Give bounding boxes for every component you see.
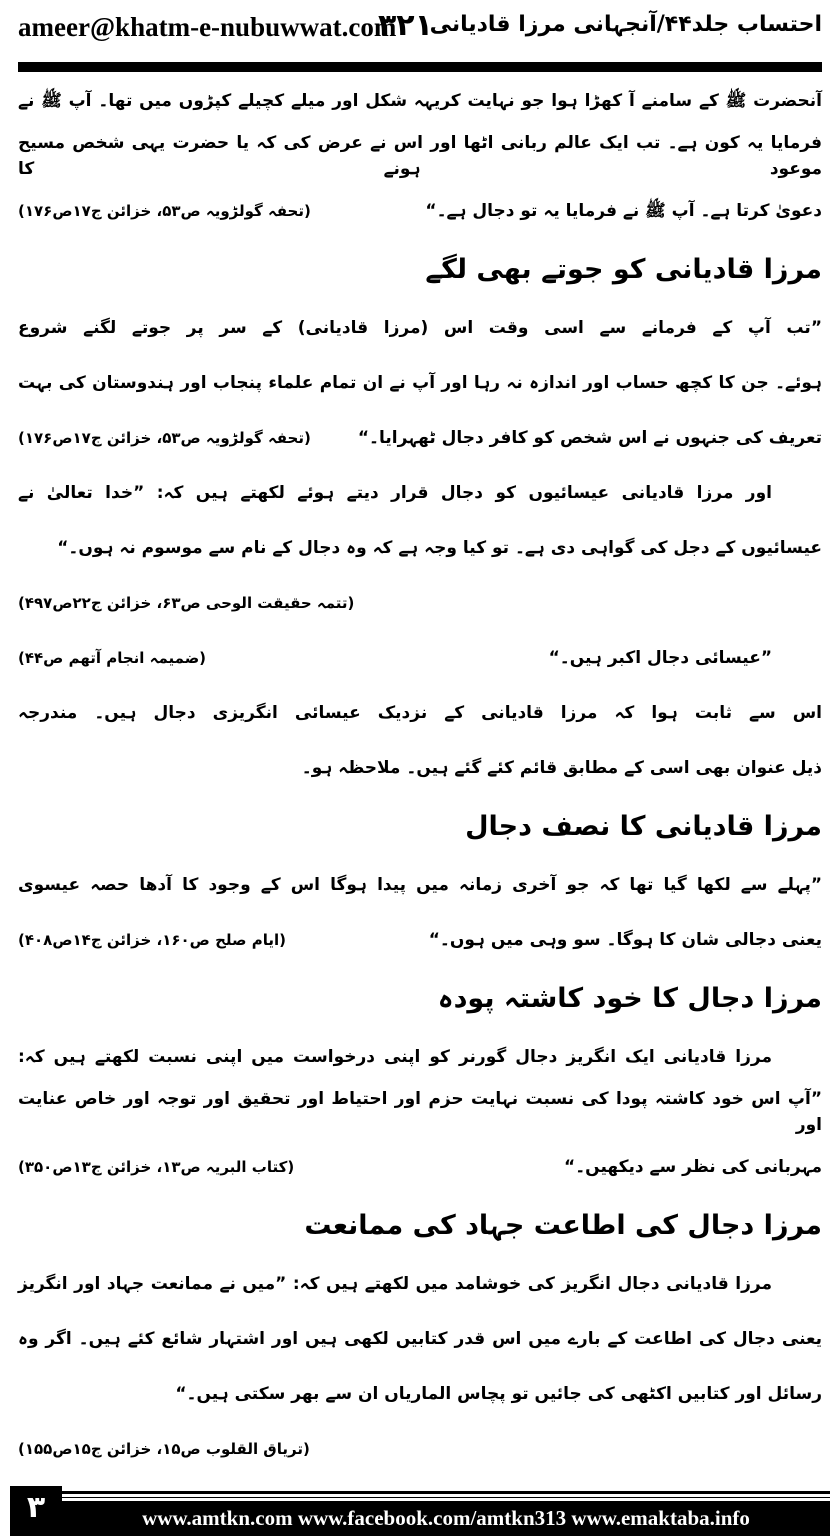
- paragraph-text: تعریف کی جنہوں نے اس شخص کو کافر دجال ٹھہرایا۔“: [357, 427, 822, 448]
- citation: (ایام صلح ص۱۶۰، خزائن ج۱۴ص۴۰۸): [18, 931, 286, 950]
- paragraph-text: مرزا قادیانی ایک انگریز دجال گورنر کو اپنی درخواست میں اپنی نسبت لکھتے ہیں کہ:: [18, 1046, 772, 1067]
- heading-text: مرزا دجال کا خود کاشتہ پودہ: [437, 982, 822, 1014]
- paragraph-text: اس سے ثابت ہوا کہ مرزا قادیانی کے نزدیک عیسائی انگریزی دجال ہیں۔ مندرجہ: [18, 702, 822, 723]
- section-heading: [18, 796, 822, 858]
- paragraph-text: مہربانی کی نظر سے دیکھیں۔“: [564, 1156, 822, 1177]
- citation: (ضمیمہ انجام آتھم ص۴۴): [18, 649, 207, 668]
- text-line: [18, 356, 822, 411]
- paragraph-text: ”عیسائی دجال اکبر ہیں۔“: [548, 647, 772, 668]
- paragraph-text: ”آپ اس خود کاشتہ پودا کی نسبت نہایت حزم اور احتیاط اور تحقیق اور توجہ اور خاص عنایت اور: [18, 1089, 822, 1135]
- paragraph-text: مرزا قادیانی دجال انگریز کی خوشامد میں لکھتے ہیں کہ: ”میں نے ممانعت جہاد اور انگریز: [18, 1273, 772, 1294]
- text-line: [18, 1312, 822, 1367]
- header-page-number: ۳۲۱: [378, 8, 433, 43]
- citation-line: [18, 576, 822, 631]
- citation-line: [18, 1422, 822, 1477]
- section-heading: [18, 1195, 822, 1257]
- paragraph-text: دعویٰ کرتا ہے۔ آپ ﷺ نے فرمایا یہ تو دجال ہے۔“: [425, 200, 822, 221]
- paragraph-text: ”تب آپ کے فرمانے سے اسی وقت اس (مرزا قادیانی) کے سر پر جوتے لگنے شروع: [18, 317, 822, 338]
- paragraph-text: ہوئے۔ جن کا کچھ حساب اور اندازہ نہ رہا اور آپ نے ان تمام علماء پنجاب اور ہندوستان کی بہت: [18, 372, 822, 393]
- footer-rule: [62, 1491, 830, 1494]
- text-line: [18, 466, 822, 521]
- paragraph-text: یعنی دجال کی اطاعت کے بارے میں اس قدر کتابیں لکھی ہیں اور اشتہار شائع کئے ہیں۔ اگر وہ: [18, 1328, 822, 1349]
- text-line: [18, 1140, 822, 1195]
- page-footer: [10, 1486, 830, 1536]
- text-line: [18, 521, 822, 576]
- text-line: [18, 184, 822, 239]
- text-line: [18, 858, 822, 913]
- page-header: [0, 0, 840, 60]
- text-line: [18, 301, 822, 356]
- citation: (تتمہ حقیقت الوحی ص۶۳، خزائن ج۲۲ص۴۹۷): [18, 594, 355, 613]
- text-line: [18, 1257, 822, 1312]
- text-line: [18, 74, 822, 129]
- citation: (تریاق القلوب ص۱۵، خزائن ج۱۵ص۱۵۵): [18, 1440, 310, 1459]
- header-rule: [18, 62, 822, 72]
- header-title: احتساب جلد۴۴/آنجہانی مرزا قادیانی: [429, 12, 822, 37]
- text-line: [18, 411, 822, 466]
- paragraph-text: فرمایا یہ کون ہے۔ تب ایک عالم ربانی اٹھا اور اس نے عرض کی کہ یا حضرت یہی شخص مسیح موعود ہونے کا: [18, 133, 822, 179]
- text-line: [18, 1085, 822, 1140]
- paragraph-text: یعنی دجالی شان کا ہوگا۔ سو وہی میں ہوں۔“: [428, 929, 822, 950]
- citation: (تحفہ گولڑویہ ص۵۳، خزائن ج۱۷ص۱۷۶): [18, 429, 311, 448]
- text-line: [18, 1030, 822, 1085]
- footer-page-number: ۳: [10, 1486, 62, 1536]
- paragraph-text: ذیل عنوان بھی اسی کے مطابق قائم کئے گئے ہیں۔ ملاحظہ ہو۔: [301, 757, 822, 778]
- citation: (کتاب البریہ ص۱۳، خزائن ج۱۳ص۳۵۰): [18, 1158, 295, 1177]
- page-body: [18, 74, 822, 1477]
- text-line: [18, 913, 822, 968]
- section-heading: [18, 968, 822, 1030]
- text-line: [18, 686, 822, 741]
- text-line: [18, 631, 822, 686]
- heading-text: مرزا دجال کی اطاعت جہاد کی ممانعت: [304, 1209, 822, 1241]
- footer-rule-thin: [62, 1497, 830, 1498]
- paragraph-text: ”پہلے سے لکھا گیا تھا کہ جو آخری زمانہ میں پیدا ہوگا اس کے وجود کا آدھا حصہ عیسوی: [18, 874, 822, 895]
- paragraph-text: رسائل اور کتابیں اکٹھی کی جائیں تو پچاس الماریاں ان سے بھر سکتی ہیں۔“: [175, 1383, 822, 1404]
- footer-links: www.amtkn.com www.facebook.com/amtkn313 www.emaktaba.info: [62, 1501, 830, 1536]
- citation: (تحفہ گولڑویہ ص۵۳، خزائن ج۱۷ص۱۷۶): [18, 202, 311, 221]
- paragraph-text: اور مرزا قادیانی عیسائیوں کو دجال قرار دیتے ہوئے لکھتے ہیں کہ: ”خدا تعالیٰ نے: [18, 482, 772, 503]
- text-line: [18, 129, 822, 184]
- paragraph-text: آنحضرت ﷺ کے سامنے آ کھڑا ہوا جو نہایت کریہہ شکل اور میلے کچیلے کپڑوں میں تھا۔ آپ ﷺ نے: [18, 90, 822, 111]
- heading-text: مرزا قادیانی کو جوتے بھی لگے: [425, 253, 822, 285]
- text-line: [18, 741, 822, 796]
- paragraph-text: عیسائیوں کے دجل کی گواہی دی ہے۔ تو کیا وجہ ہے کہ وہ دجال کے نام سے موسوم نہ ہوں۔“: [57, 537, 822, 558]
- header-email: ameer@khatm-e-nubuwwat.com: [18, 12, 397, 42]
- heading-text: مرزا قادیانی کا نصف دجال: [465, 810, 822, 842]
- text-line: [18, 1367, 822, 1422]
- section-heading: [18, 239, 822, 301]
